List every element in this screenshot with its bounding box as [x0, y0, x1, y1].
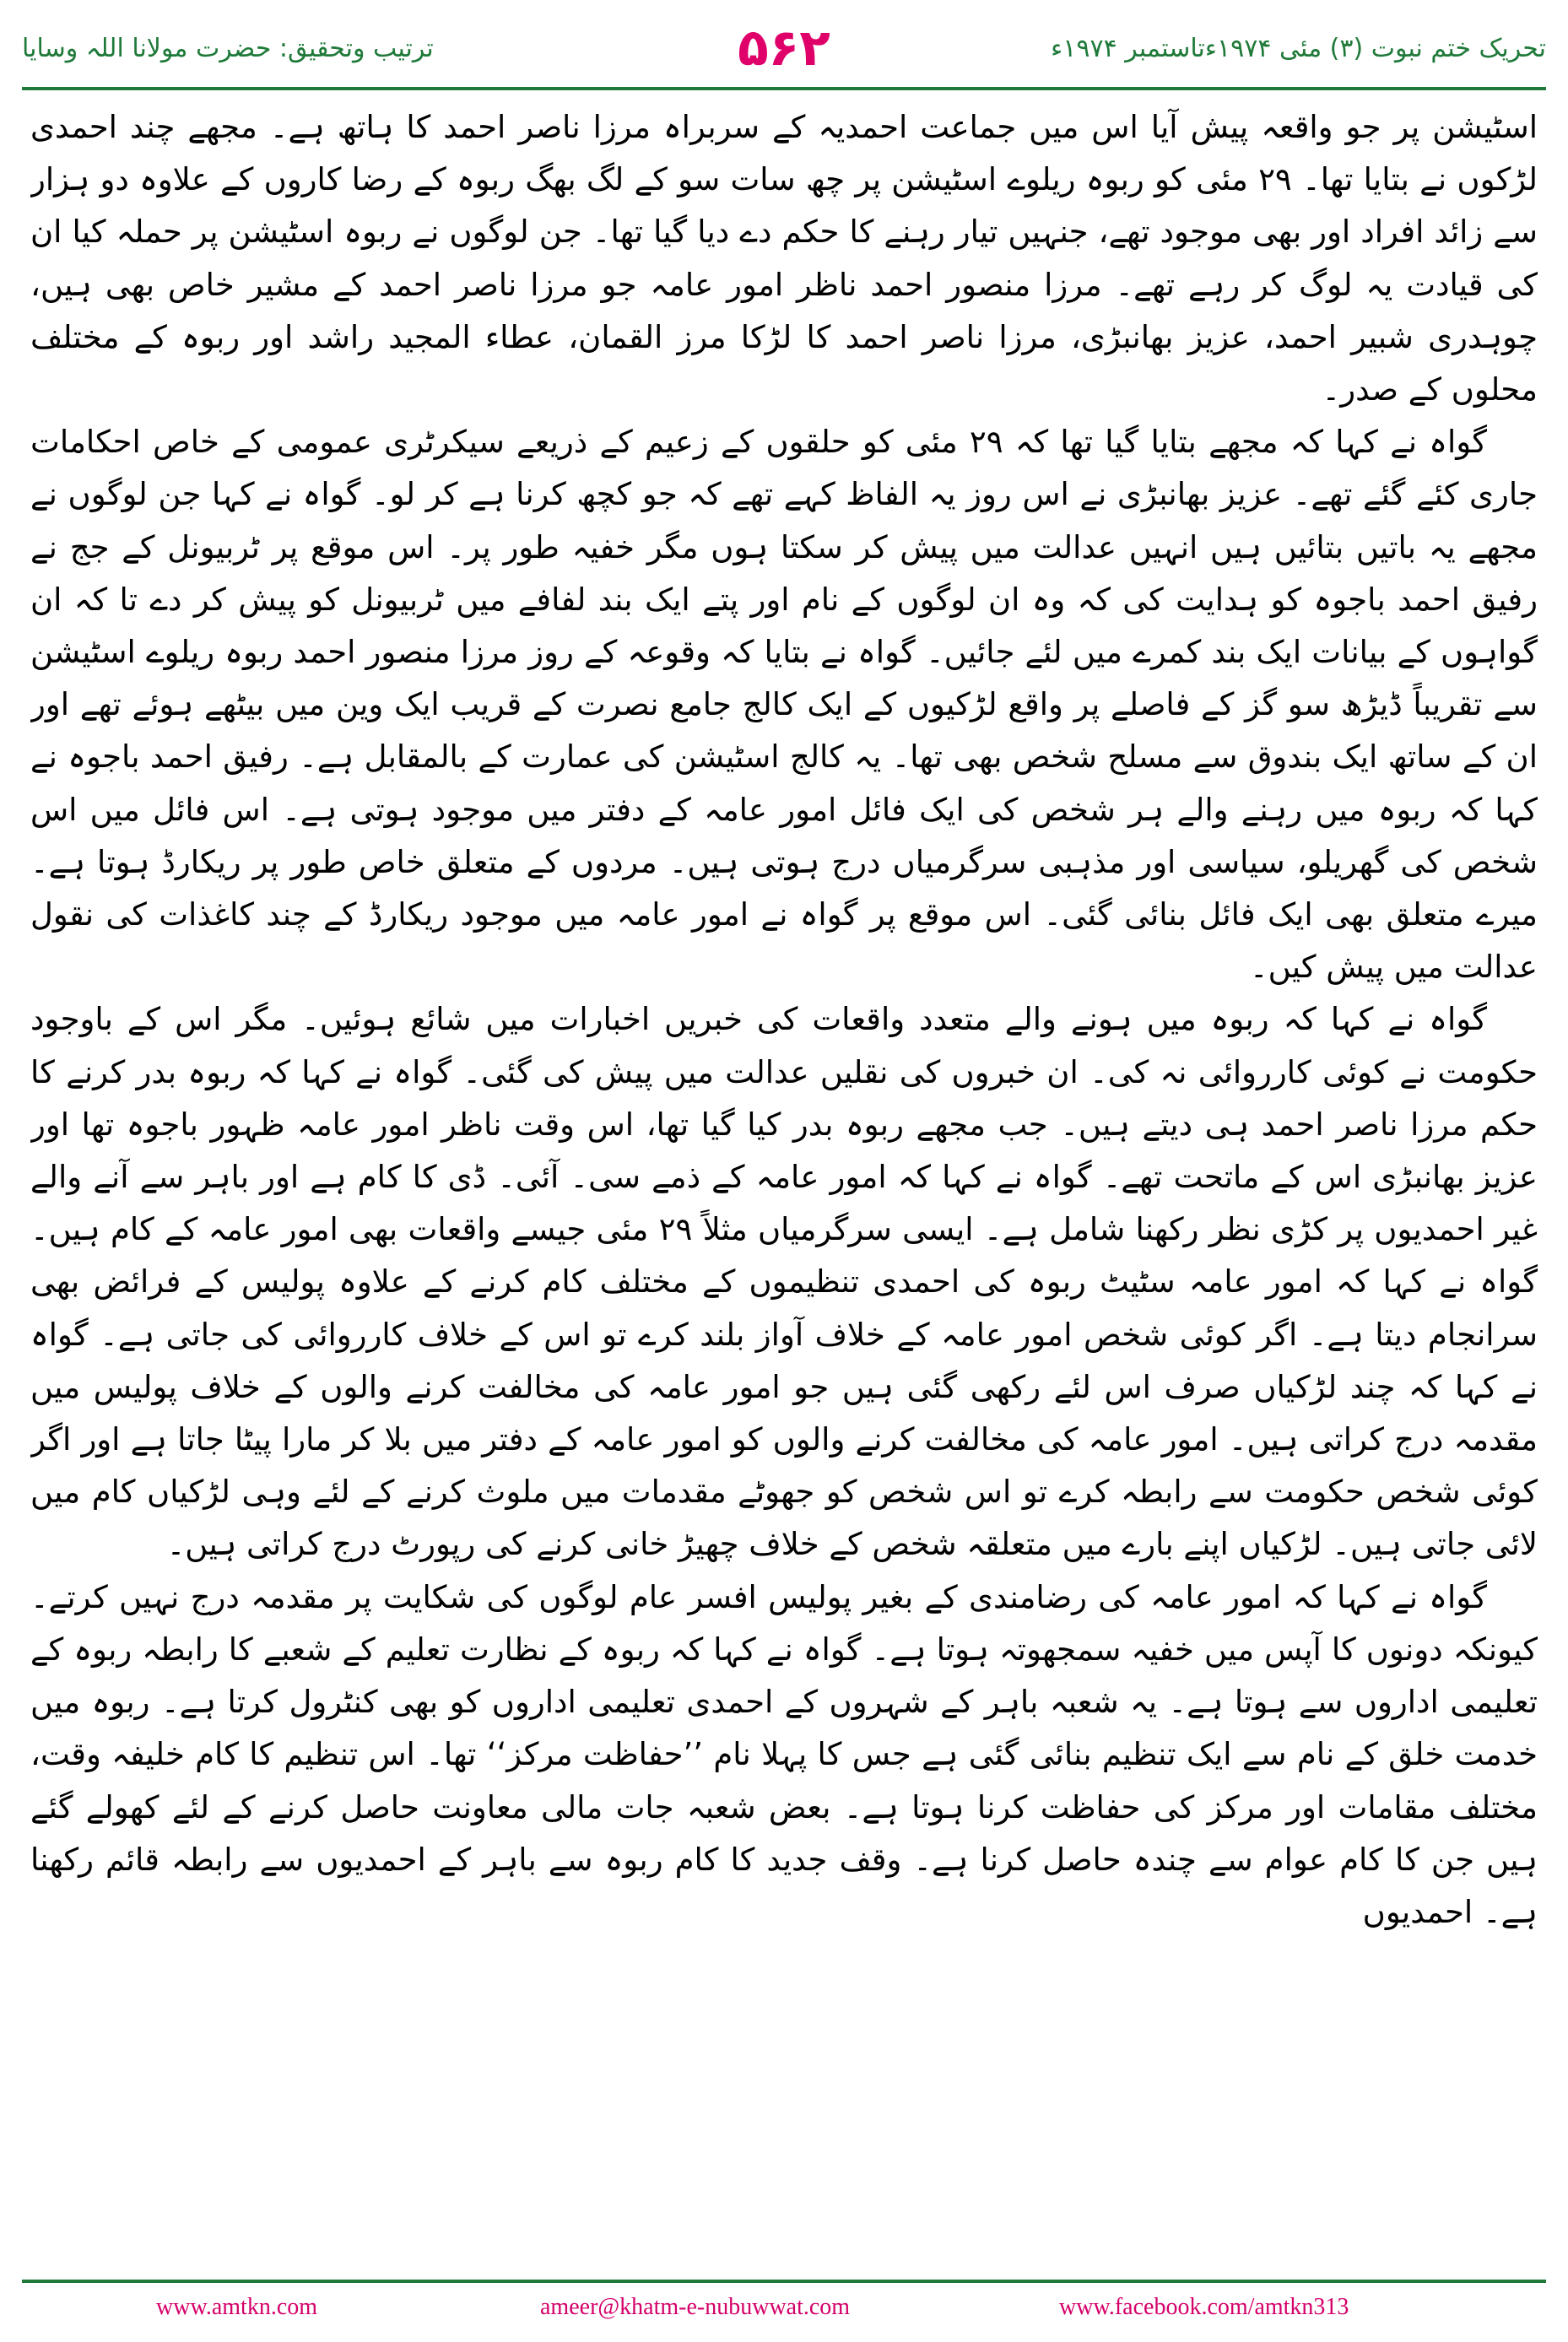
email-link[interactable]: ameer@khatm-e-nubuwwat.com: [540, 2294, 851, 2320]
paragraph-1: اسٹیشن پر جو واقعہ پیش آیا اس میں جماعت احمدیہ کے سربراہ مرزا ناصر احمد کا ہاتھ ہے۔ مجھے چند احمدی لڑکوں نے بتایا تھا۔ ۲۹ مئی کو ربوہ ریلوے اسٹیشن پر چھ سات سو کے لگ بھگ ربوہ کے رضا کاروں کے علاوہ دو ہزار سے زائد افراد اور بھی موجود تھے، جنہیں تیار رہنے کا حکم دے دیا گیا تھا۔ جن لوگوں نے ربوہ اسٹیشن پر حملہ کیا ان کی قیادت یہ لوگ کر رہے تھے۔ مرزا منصور احمد ناظر امور عامہ جو مرزا ناصر احمد کے مشیر خاص بھی ہیں، چوہدری شبیر احمد، عزیز بھانبڑی، مرزا ناصر احمد کا لڑکا مرز القمان، عطاء المجید راشد اور ربوہ کے مختلف محلوں کے صدر۔: [30, 109, 1538, 408]
body-text: [30, 101, 1538, 2262]
header-divider: [22, 87, 1546, 90]
website-link[interactable]: www.amtkn.com: [156, 2294, 318, 2320]
paragraph-4: گواہ نے کہا کہ امور عامہ کی رضامندی کے بغیر پولیس افسر عام لوگوں کی شکایت پر مقدمہ درج نہیں کرتے۔ کیونکہ دونوں کا آپس میں خفیہ سمجھوتہ ہوتا ہے۔ گواہ نے کہا کہ ربوہ کے نظارت تعلیم کے شعبے کا رابطہ ربوہ کے تعلیمی اداروں سے ہوتا ہے۔ یہ شعبہ باہر کے شہروں کے احمدی تعلیمی اداروں کو بھی کنٹرول کرتا ہے۔ ربوہ میں خدمت خلق کے نام سے ایک تنظیم بنائی گئی ہے جس کا پہلا نام ’’حفاظت مرکز‘‘ تھا۔ اس تنظیم کا کام خلیفہ وقت، مختلف مقامات اور مرکز کی حفاظت کرنا ہوتا ہے۔ بعض شعبہ جات مالی معاونت حاصل کرنے کے لئے کھولے گئے ہیں جن کا کام عوام سے چندہ حاصل کرنا ہے۔ وقف جدید کا کام ربوہ سے باہر کے احمدیوں سے رابطہ قائم رکھنا ہے۔ احمدیوں: [30, 1578, 1538, 1930]
footer-divider: [22, 2280, 1546, 2283]
facebook-link[interactable]: www.facebook.com/amtkn313: [1059, 2294, 1349, 2320]
page-header: [0, 0, 1568, 93]
header-credit: ترتیب وتحقیق: حضرت مولانا اللہ وسایا: [22, 34, 434, 63]
paragraph-3: گواہ نے کہا کہ ربوہ میں ہونے والے متعدد واقعات کی خبریں اخبارات میں شائع ہوئیں۔ مگر اس کے باوجود حکومت نے کوئی کارروائی نہ کی۔ ان خبروں کی نقلیں عدالت میں پیش کی گئی۔ گواہ نے کہا کہ ربوہ بدر کرنے کا حکم مرزا ناصر احمد ہی دیتے ہیں۔ جب مجھے ربوہ بدر کیا گیا تھا، اس وقت ناظر امور عامہ ظہور باجوہ تھا اور عزیز بھانبڑی اس کے ماتحت تھے۔ گواہ نے کہا کہ امور عامہ کے ذمے سی۔ آئی۔ ڈی کا کام ہے اور باہر سے آنے والے غیر احمدیوں پر کڑی نظر رکھنا شامل ہے۔ ایسی سرگرمیاں مثلاً ۲۹ مئی جیسے واقعات بھی امور عامہ کے کام ہیں۔ گواہ نے کہا کہ امور عامہ سٹیٹ ربوہ کی احمدی تنظیموں کے مختلف کام کرنے کے علاوہ پولیس کے فرائض بھی سرانجام دیتا ہے۔ اگر کوئی شخص امور عامہ کے خلاف آواز بلند کرے تو اس کے خلاف کارروائی کی جاتی ہے۔ گواہ نے کہا کہ چند لڑکیاں صرف اس لئے رکھی گئی ہیں جو امور عامہ کی مخالفت کرنے والوں کے خلاف پولیس میں مقدمہ درج کراتی ہیں۔ امور عامہ کی مخالفت کرنے والوں کو امور عامہ کے دفتر میں بلا کر مارا پیٹا جاتا ہے اور اگر کوئی شخص حکومت سے رابطہ کرے تو اس شخص کو جھوٹے مقدمات میں ملوث کرنے کے لئے وہی لڑکیاں کام میں لائی جاتی ہیں۔ لڑکیاں اپنے بارے میں متعلقہ شخص کے خلاف چھیڑ خانی کرنے کی رپورٹ درج کراتی ہیں۔: [30, 1001, 1538, 1563]
page-number: ۵۶۲: [738, 19, 830, 78]
paragraph-2: گواہ نے کہا کہ مجھے بتایا گیا تھا کہ ۲۹ مئی کو حلقوں کے زعیم کے ذریعے سیکرٹری عمومی کے خاص احکامات جاری کئے گئے تھے۔ عزیز بھانبڑی نے اس روز یہ الفاظ کہے تھے کہ جو کچھ کرنا ہے کر لو۔ گواہ نے کہا جن لوگوں نے مجھے یہ باتیں بتائیں ہیں انہیں عدالت میں پیش کر سکتا ہوں مگر خفیہ طور پر۔ اس موقع پر ٹربیونل کے جج نے رفیق احمد باجوہ کو ہدایت کی کہ وہ ان لوگوں کے نام اور پتے ایک بند لفافے میں ٹربیونل کو پیش کر دے تا کہ ان گواہوں کے بیانات ایک بند کمرے میں لئے جائیں۔ گواہ نے بتایا کہ وقوعہ کے روز مرزا منصور احمد ربوہ ریلوے اسٹیشن سے تقریباً ڈیڑھ سو گز کے فاصلے پر واقع لڑکیوں کے ایک کالج جامع نصرت کے قریب ایک وین میں بیٹھے ہوئے تھے اور ان کے ساتھ ایک بندوق سے مسلح شخص بھی تھا۔ یہ کالج اسٹیشن کی عمارت کے بالمقابل ہے۔ رفیق احمد باجوہ نے کہا کہ ربوہ میں رہنے والے ہر شخص کی ایک فائل امور عامہ کے دفتر میں موجود ہوتی ہے۔ اس فائل میں اس شخص کی گھریلو، سیاسی اور مذہبی سرگرمیاں درج ہوتی ہیں۔ مردوں کے متعلق خاص طور پر ریکارڈ ہوتا ہے۔ میرے متعلق بھی ایک فائل بنائی گئی۔ اس موقع پر گواہ نے امور عامہ میں موجود ریکارڈ کے چند کاغذات کی نقول عدالت میں پیش کیں۔: [30, 424, 1538, 986]
page-footer: [0, 2294, 1568, 2328]
header-title: تحریک ختم نبوت (۳) مئی ۱۹۷۴ءتاستمبر ۱۹۷۴ء: [1051, 34, 1546, 63]
